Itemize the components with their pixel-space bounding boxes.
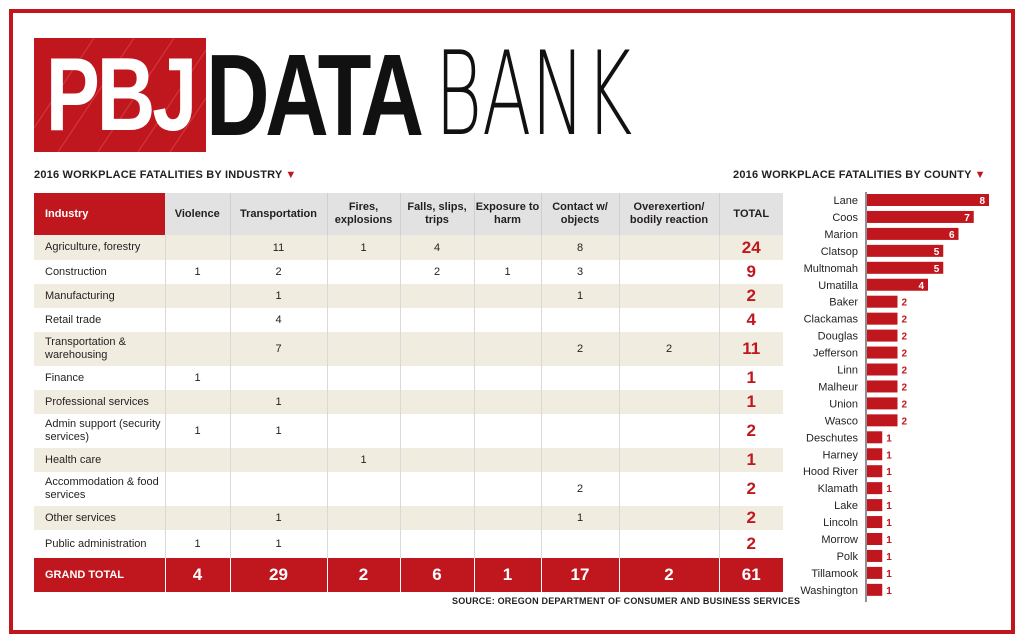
industry-name: Public administration <box>34 530 165 558</box>
table-cell: 1 <box>230 284 327 308</box>
county-bar <box>867 228 959 240</box>
county-label: Morrow <box>821 534 858 546</box>
table-cell: 1 <box>541 284 619 308</box>
table-cell <box>327 260 400 284</box>
county-bar <box>867 584 882 596</box>
grand-total-cell: 17 <box>541 558 619 592</box>
county-bar <box>867 499 882 511</box>
county-label: Klamath <box>817 483 858 496</box>
county-value-label: 1 <box>886 484 892 496</box>
industry-section-title <box>34 169 297 181</box>
table-cell <box>541 530 619 558</box>
logo-bank-text: BANK <box>435 27 633 162</box>
table-cell <box>327 506 400 530</box>
county-label: Umatilla <box>818 279 858 292</box>
grand-total-cell: 2 <box>619 558 719 592</box>
county-bar <box>867 550 882 562</box>
table-cell: 2 <box>619 332 719 366</box>
table-cell: 4 <box>400 235 474 260</box>
table-cell <box>474 332 541 366</box>
industry-name: Health care <box>34 448 165 472</box>
county-bar <box>867 380 898 392</box>
industry-name: Professional services <box>34 390 165 414</box>
county-label: Tillamook <box>811 567 858 580</box>
row-total: 2 <box>719 284 783 308</box>
county-label: Lake <box>834 500 858 513</box>
county-value-label: 2 <box>901 416 908 428</box>
column-header: Industry <box>34 193 165 235</box>
county-value-label: 2 <box>901 365 908 377</box>
county-value-label: 7 <box>964 212 970 224</box>
table-cell <box>619 506 719 530</box>
table-row <box>34 366 783 390</box>
county-value-label: 8 <box>979 196 985 207</box>
county-value-label: 2 <box>901 399 908 411</box>
table-cell <box>400 308 474 332</box>
table-cell: 1 <box>474 260 541 284</box>
county-label: Washington <box>800 584 858 597</box>
industry-name: Admin support (security services) <box>34 414 165 448</box>
table-cell <box>619 390 719 414</box>
table-cell: 4 <box>230 308 327 332</box>
table-header-row <box>34 193 783 235</box>
table-cell: 11 <box>230 235 327 260</box>
county-label: Malheur <box>818 381 858 394</box>
table-cell <box>327 390 400 414</box>
row-total: 2 <box>719 414 783 448</box>
table-cell: 1 <box>230 390 327 414</box>
county-label: Deschutes <box>806 432 858 445</box>
table-cell <box>474 235 541 260</box>
row-total: 4 <box>719 308 783 332</box>
table-row <box>34 530 783 558</box>
table-cell <box>541 414 619 448</box>
table-cell: 2 <box>230 260 327 284</box>
county-value-label: 1 <box>886 467 892 479</box>
table-cell: 1 <box>230 414 327 448</box>
triangle-down-icon: ▼ <box>285 169 297 181</box>
row-total: 2 <box>719 472 783 506</box>
table-cell <box>230 448 327 472</box>
table-cell <box>327 414 400 448</box>
county-section-title <box>733 169 986 181</box>
source-note: SOURCE: OREGON DEPARTMENT OF CONSUMER AND BUSINESS SERVICES <box>452 596 801 606</box>
table-cell: 8 <box>541 235 619 260</box>
table-cell <box>327 530 400 558</box>
table-cell <box>230 366 327 390</box>
column-header: TOTAL <box>719 193 783 235</box>
county-bar <box>867 330 898 342</box>
column-header: Overexertion/ bodily reaction <box>619 193 719 235</box>
county-label: Lincoln <box>823 517 858 530</box>
row-total: 1 <box>719 390 783 414</box>
column-header: Exposure to harm <box>474 193 541 235</box>
grand-total-cell: 4 <box>165 558 230 592</box>
county-value-label: 1 <box>886 433 892 445</box>
table-cell <box>327 472 400 506</box>
county-value-label: 1 <box>886 518 892 530</box>
county-value-label: 5 <box>933 246 940 258</box>
table-cell: 1 <box>165 530 230 558</box>
table-cell <box>165 332 230 366</box>
row-total: 2 <box>719 506 783 530</box>
county-value-label: 5 <box>933 263 940 275</box>
county-bar <box>867 431 882 443</box>
grand-total-cell: 61 <box>719 558 783 592</box>
row-total: 1 <box>719 366 783 390</box>
grand-total-cell: 2 <box>327 558 400 592</box>
county-value-label: 1 <box>886 551 892 563</box>
column-header: Contact w/ objects <box>541 193 619 235</box>
table-cell <box>619 472 719 506</box>
table-cell <box>474 530 541 558</box>
table-cell <box>165 448 230 472</box>
table-cell: 3 <box>541 260 619 284</box>
county-bar <box>867 347 898 359</box>
county-label: Wasco <box>824 415 858 428</box>
table-cell <box>400 284 474 308</box>
table-cell <box>474 414 541 448</box>
table-cell <box>165 284 230 308</box>
table-cell <box>400 414 474 448</box>
county-label: Hood River <box>802 466 858 479</box>
county-label: Clackamas <box>803 313 858 326</box>
table-row <box>34 506 783 530</box>
table-cell <box>541 366 619 390</box>
county-value-label: 2 <box>901 331 908 343</box>
grand-total-row <box>34 558 783 592</box>
county-value-label: 1 <box>886 568 892 580</box>
table-cell <box>474 390 541 414</box>
table-cell <box>619 284 719 308</box>
table-cell <box>474 284 541 308</box>
table-cell <box>619 308 719 332</box>
table-cell <box>400 332 474 366</box>
table-cell <box>619 260 719 284</box>
logo-data-text: DATA <box>206 30 420 160</box>
county-value-label: 1 <box>886 585 892 597</box>
table-cell <box>474 308 541 332</box>
table-cell: 1 <box>165 260 230 284</box>
column-header: Falls, slips, trips <box>400 193 474 235</box>
table-cell <box>230 472 327 506</box>
table-cell <box>165 390 230 414</box>
grand-total-cell: 1 <box>474 558 541 592</box>
county-bar <box>867 465 882 477</box>
county-bar <box>867 533 882 545</box>
table-row <box>34 235 783 260</box>
pbj-logo <box>34 38 206 152</box>
industry-title-text: 2016 WORKPLACE FATALITIES BY INDUSTRY <box>34 169 283 181</box>
table-cell <box>327 366 400 390</box>
table-cell <box>619 414 719 448</box>
table-row <box>34 260 783 284</box>
county-value-label: 1 <box>886 450 892 462</box>
grand-total-cell: 29 <box>230 558 327 592</box>
table-cell <box>619 530 719 558</box>
table-cell <box>327 284 400 308</box>
table-cell <box>327 332 400 366</box>
column-header: Fires, explosions <box>327 193 400 235</box>
table-cell: 1 <box>165 366 230 390</box>
county-bar <box>867 397 898 409</box>
table-row <box>34 472 783 506</box>
industry-name: Other services <box>34 506 165 530</box>
table-cell <box>474 448 541 472</box>
county-value-label: 2 <box>901 297 908 309</box>
county-label: Clatsop <box>820 245 858 258</box>
table-cell <box>619 235 719 260</box>
table-cell <box>541 448 619 472</box>
county-label: Polk <box>836 550 858 563</box>
table-cell: 2 <box>541 472 619 506</box>
county-value-label: 4 <box>918 280 924 292</box>
county-bar <box>867 245 943 257</box>
table-row <box>34 308 783 332</box>
column-header: Transportation <box>230 193 327 235</box>
county-value-label: 1 <box>886 535 892 546</box>
table-cell: 1 <box>230 506 327 530</box>
table-cell <box>400 366 474 390</box>
table-cell <box>165 308 230 332</box>
industry-name: Agriculture, forestry <box>34 235 165 260</box>
county-bar <box>867 414 898 426</box>
table-cell <box>541 390 619 414</box>
county-value-label: 1 <box>886 501 892 513</box>
table-cell: 2 <box>541 332 619 366</box>
table-cell <box>474 472 541 506</box>
table-cell <box>619 366 719 390</box>
county-label: Harney <box>822 449 858 462</box>
table-row <box>34 332 783 366</box>
table-cell <box>400 506 474 530</box>
county-value-label: 2 <box>901 382 908 394</box>
table-cell: 1 <box>327 235 400 260</box>
county-bar <box>867 516 882 528</box>
row-total: 1 <box>719 448 783 472</box>
table-row <box>34 448 783 472</box>
grand-total-label: GRAND TOTAL <box>34 558 165 592</box>
row-total: 24 <box>719 235 783 260</box>
table-cell <box>474 366 541 390</box>
county-bar <box>867 448 882 460</box>
industry-name: Manufacturing <box>34 284 165 308</box>
triangle-down-icon: ▼ <box>974 169 986 181</box>
county-label: Coos <box>832 211 858 224</box>
column-header: Violence <box>165 193 230 235</box>
table-cell: 1 <box>230 530 327 558</box>
county-value-label: 2 <box>901 314 908 326</box>
row-total: 2 <box>719 530 783 558</box>
industry-name: Accommodation & food services <box>34 472 165 506</box>
table-cell: 7 <box>230 332 327 366</box>
table-cell <box>165 235 230 260</box>
table-row <box>34 284 783 308</box>
row-total: 9 <box>719 260 783 284</box>
table-cell <box>400 390 474 414</box>
county-label: Union <box>829 398 858 411</box>
table-cell <box>165 506 230 530</box>
county-value-label: 6 <box>948 229 955 241</box>
table-row <box>34 390 783 414</box>
county-bar <box>867 296 898 308</box>
county-bar <box>867 364 898 376</box>
row-total: 11 <box>719 332 783 366</box>
industry-name: Retail trade <box>34 308 165 332</box>
table-cell: 1 <box>541 506 619 530</box>
table-cell <box>400 530 474 558</box>
table-cell <box>541 308 619 332</box>
table-cell <box>327 308 400 332</box>
county-title-text: 2016 WORKPLACE FATALITIES BY COUNTY <box>733 169 972 181</box>
county-bar <box>867 211 974 223</box>
table-cell <box>619 448 719 472</box>
county-label: Douglas <box>817 330 858 343</box>
table-cell <box>474 506 541 530</box>
grand-total-cell: 6 <box>400 558 474 592</box>
county-value-label: 2 <box>901 348 908 360</box>
county-label: Linn <box>837 364 858 377</box>
table-row <box>34 414 783 448</box>
county-label: Lane <box>833 195 858 207</box>
table-cell: 2 <box>400 260 474 284</box>
table-cell: 1 <box>327 448 400 472</box>
table-cell <box>400 472 474 506</box>
industry-name: Finance <box>34 366 165 390</box>
county-label: Baker <box>829 296 858 309</box>
county-bar <box>867 262 943 274</box>
table-cell: 1 <box>165 414 230 448</box>
industry-name: Transportation & warehousing <box>34 332 165 366</box>
county-bar <box>867 313 898 325</box>
county-label: Multnomah <box>803 262 858 275</box>
logo-pbj-text: PBJ <box>45 38 195 152</box>
industry-name: Construction <box>34 260 165 284</box>
county-bar-chart <box>784 190 1000 602</box>
county-bar <box>867 482 882 494</box>
industry-fatalities-table <box>34 193 783 592</box>
county-label: Jefferson <box>812 347 858 360</box>
table-cell <box>400 448 474 472</box>
county-label: Marion <box>824 228 858 241</box>
table-cell <box>165 472 230 506</box>
county-bar <box>867 567 882 579</box>
county-bar <box>867 194 989 206</box>
